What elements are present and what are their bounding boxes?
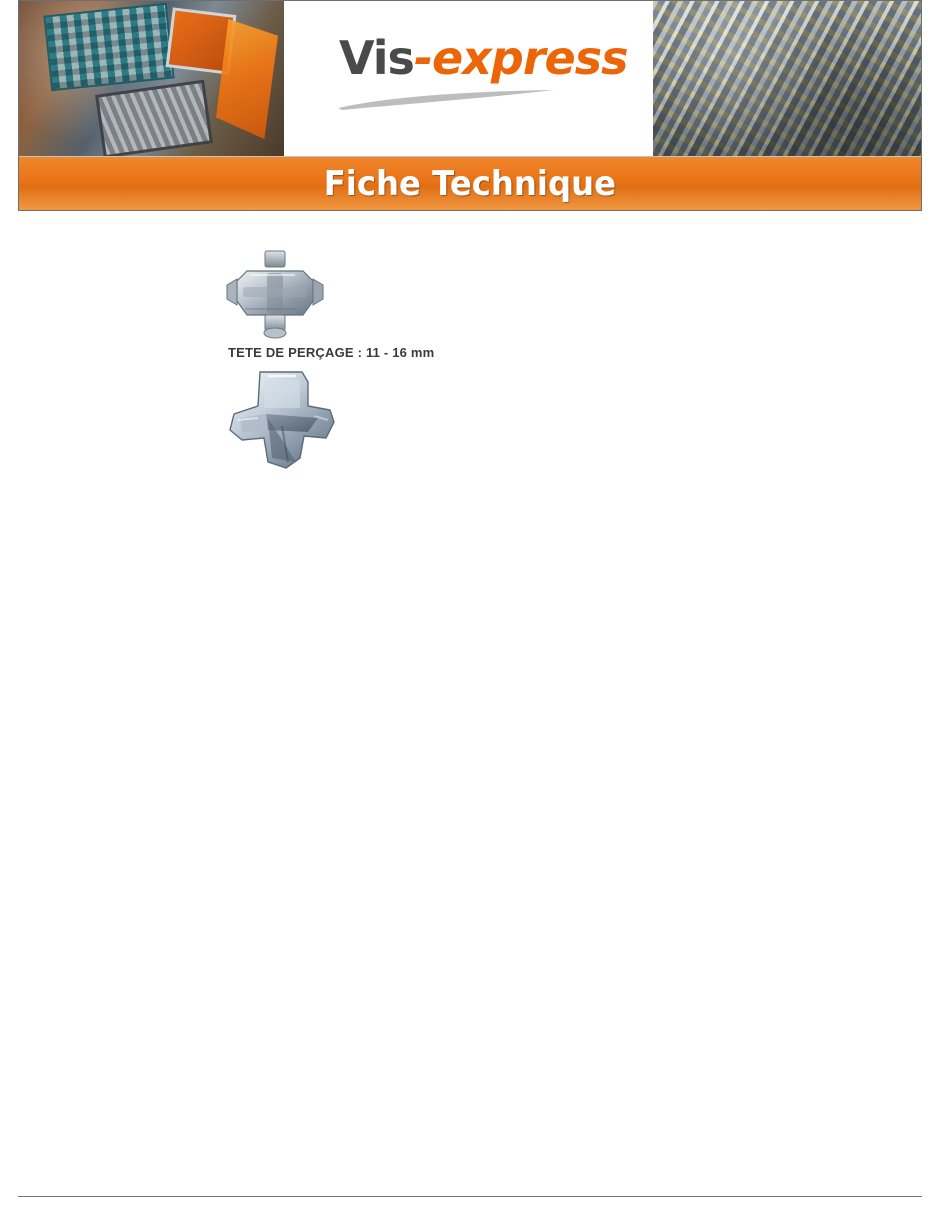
page-title: Fiche Technique bbox=[323, 164, 617, 204]
drill-head-caption: TETE DE PERÇAGE : 11 - 16 mm bbox=[228, 345, 435, 360]
title-bar bbox=[19, 156, 921, 211]
drill-bit-cross-head-icon bbox=[222, 366, 340, 476]
footer-divider bbox=[18, 1196, 922, 1197]
workshop-hands-screws-photo bbox=[19, 1, 284, 156]
header-banner bbox=[18, 0, 922, 211]
swoosh-icon bbox=[336, 89, 556, 111]
brand-name-secondary: -express bbox=[413, 31, 628, 85]
drill-bit-head-top-view-icon bbox=[225, 249, 325, 339]
pile-of-screws-photo bbox=[653, 1, 921, 156]
drill-head-cross-figure bbox=[222, 366, 340, 481]
drill-head-top-view-figure bbox=[225, 249, 325, 344]
brand-name-primary: Vis bbox=[339, 31, 414, 85]
brand-logo bbox=[284, 1, 653, 156]
brand-logo-text bbox=[339, 31, 628, 85]
banner-top-row bbox=[19, 1, 921, 156]
